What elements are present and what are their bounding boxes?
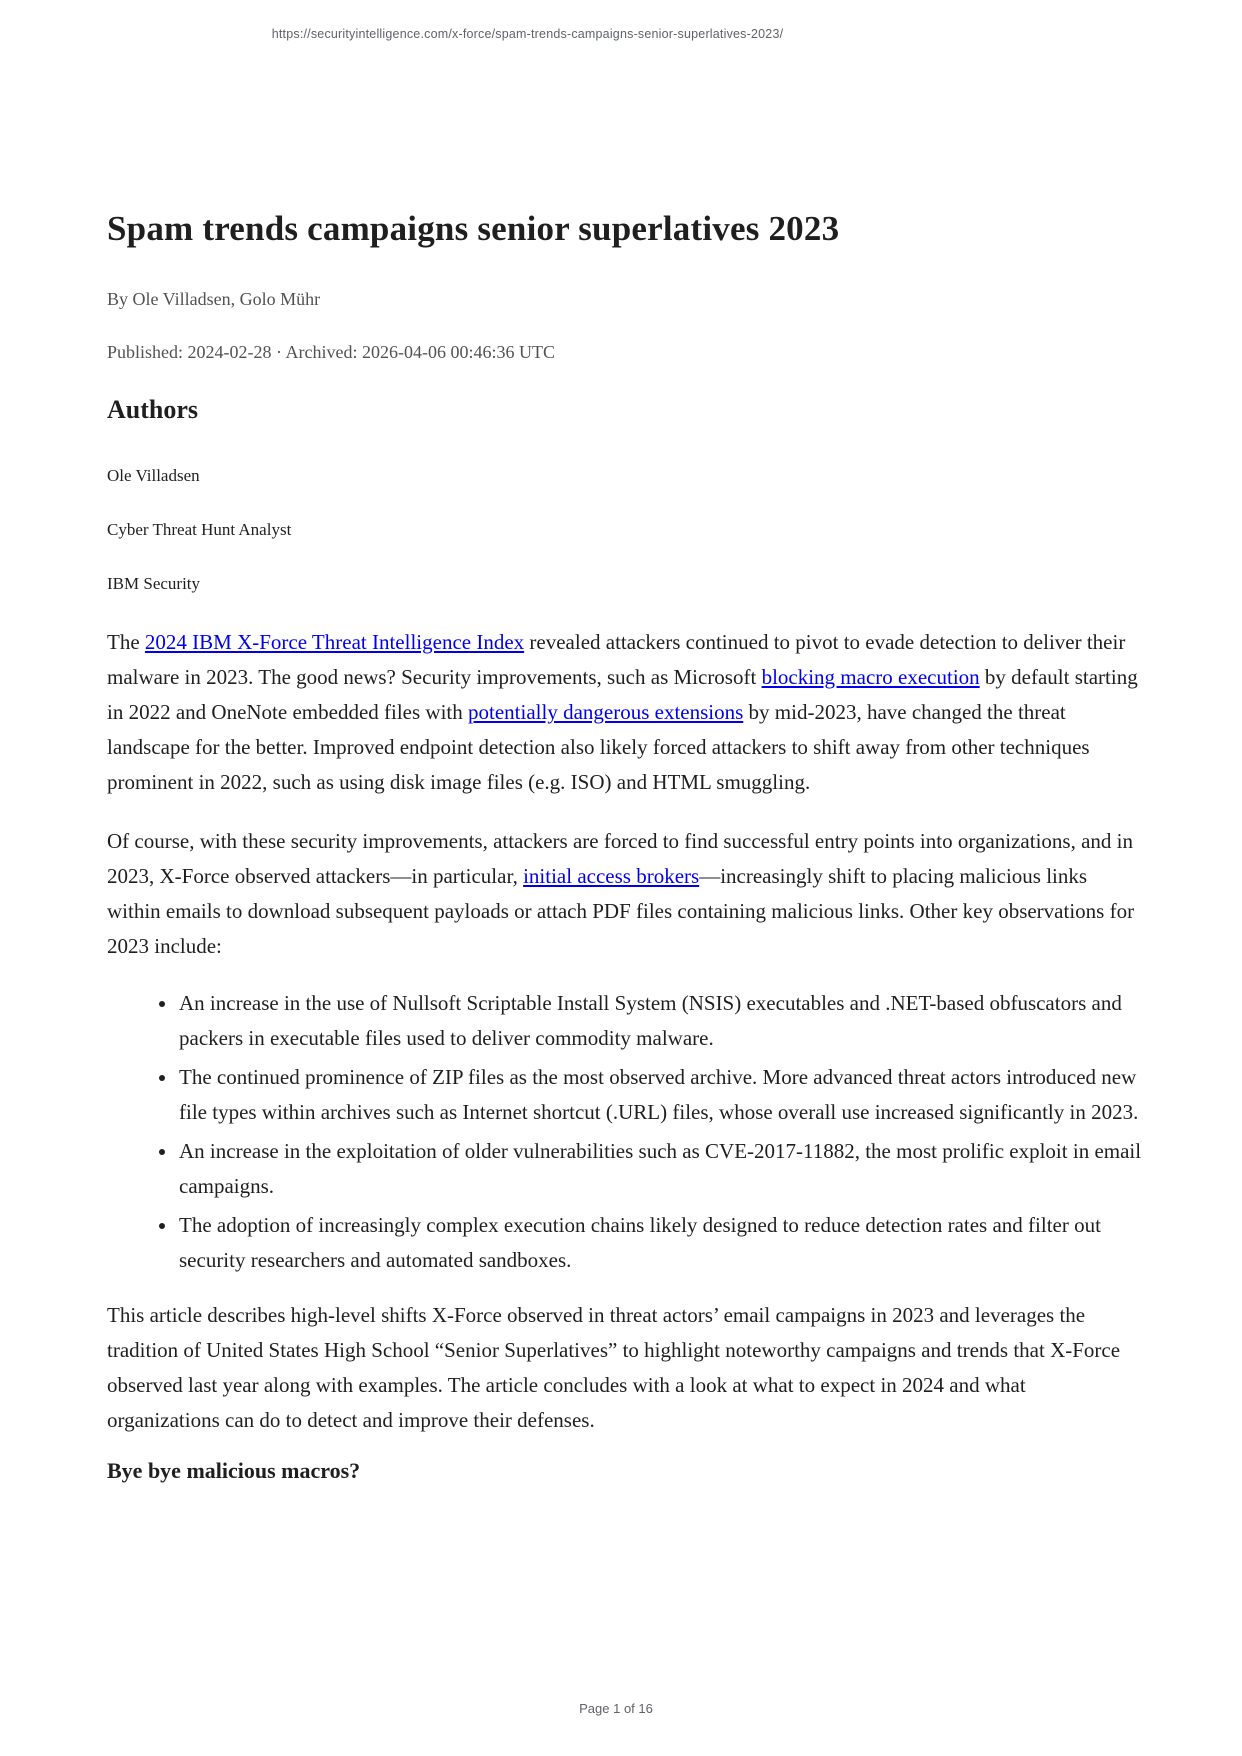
author-name: Ole Villadsen [107,466,200,485]
inline-link[interactable]: blocking macro execution [761,665,980,689]
inline-link[interactable]: potentially dangerous extensions [468,700,744,724]
page-number: Page 1 of 16 [579,1701,653,1716]
article-byline: By Ole Villadsen, Golo Mühr [107,289,321,309]
key-observations-list [107,986,1142,1278]
inline-link[interactable]: 2024 IBM X-Force Threat Intelligence Index [144,630,525,654]
authors-heading: Authors [107,395,199,424]
print-header-url: https://securityintelligence.com/x-force/spam-trends-campaigns-senior-superlatives-2023/ [271,27,784,41]
bullet-item: • An increase in the use of Nullsoft Scriptable Install System (NSIS) executables and .NET-based obfuscators and packers in executable files used to deliver commodity malware. [178,986,1142,1056]
section-subheading: Bye bye malicious macros? [107,1458,361,1483]
bullet-item: • The adoption of increasingly complex execution chains likely designed to reduce detection rates and filter out security researchers and automated sandboxes. [178,1208,1142,1278]
article-paragraph-observations-lead: Of course, with these security improvements, attackers are forced to find successful entry points into organizations, and in 2023, X-Force observed attackers—in particular, initial access brokers—increasingly shift to placing malicious links within emails to download subsequent payloads or attach PDF files containing malicious links. Other key observations for 2023 include: [107,829,1135,958]
bullet-item: • The continued prominence of ZIP files as the most observed archive. More advanced threat actors introduced new file types within archives such as Internet shortcut (.URL) files, whose overall use increased significantly in 2023. [178,1060,1142,1130]
article-page [107,0,1142,1484]
author-organization: IBM Security [107,574,201,593]
author-role: Cyber Threat Hunt Analyst [107,520,292,539]
bullet-item: • An increase in the exploitation of older vulnerabilities such as CVE-2017-11882, the most prolific exploit in email campaigns. [178,1134,1142,1204]
inline-link[interactable]: initial access brokers [523,864,700,888]
article-paragraph-intro: The 2024 IBM X-Force Threat Intelligence Index revealed attackers continued to pivot to evade detection to deliver their malware in 2023. The good news? Security improvements, such as Microsoft blocking macro execution by default starting in 2022 and OneNote embedded files with potentially dangerous extensions by mid-2023, have changed the threat landscape for the better. Improved endpoint detection also likely forced attackers to shift away from other techniques prominent in 2022, such as using disk image files (e.g. ISO) and HTML smuggling. [107,630,1138,794]
published-archived-line: Published: 2024-02-28 · Archived: 2026-04-06 00:46:36 UTC [107,342,555,362]
article-title: Spam trends campaigns senior superlatives 2023 [107,209,840,248]
article-paragraph-summary: This article describes high-level shifts X-Force observed in threat actors’ email campaigns in 2023 and leverages the tradition of United States High School “Senior Superlatives” to highlight noteworthy campaigns and trends that X-Force observed last year along with examples. The article concludes with a look at what to expect in 2024 and what organizations can do to detect and improve their defenses. [107,1303,1121,1432]
